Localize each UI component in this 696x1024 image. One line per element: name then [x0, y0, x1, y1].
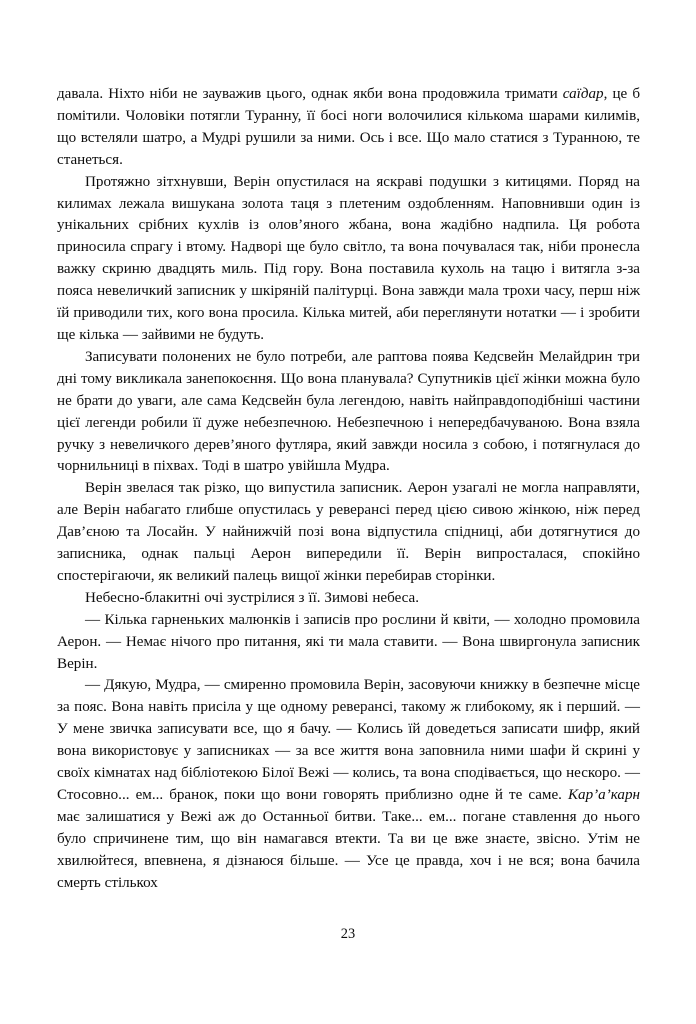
page-text-block	[57, 84, 640, 895]
paragraph-4	[57, 478, 640, 588]
paragraph-6	[57, 610, 640, 676]
text-run: має залишатися у Вежі аж до Останньої битви. Таке... ем... погане ставлення до нього було спричинене тим, що він намагався втекти. Та ви це вже знаєте, звісно. Утім не хвилюйтеся, впевнена, я дізнаюся більше. — Усе це правда, хоч і не вся; вона бачила смерть стількох	[57, 808, 640, 891]
paragraph-2	[57, 172, 640, 347]
text-run: Записувати полонених не було потреби, але раптова поява Кедсвейн Мелайдрин три дні тому викликала занепокоєння. Що вона планувала? Супутників цієї жінки можна було не брати до уваги, але сама Кедсвейн була легендою, навіть найправдоподібніші частини цієї легенди робили її дуже небезпечною. Небезпечною і непередбачуваною. Вона взяла ручку з невеличкого дерев’яного футляра, який завжди носила з собою, і потягнулася до чорнильниці в піхвах. Тоді в шатро увійшла Мудра.	[57, 348, 640, 475]
italic-term-karakarn: Кар’а’карн	[568, 787, 640, 803]
paragraph-3	[57, 347, 640, 478]
text-run: — Кілька гарненьких малюнків і записів про рослини й квіти, — холодно промовила Аерон. — Немає нічого про питання, які ти мала ставити. — Вона швиргонула записник Верін.	[57, 611, 640, 672]
paragraph-5	[57, 588, 640, 610]
italic-term-saidar: саїдар	[562, 86, 604, 102]
text-run: — Дякую, Мудра, — смиренно промовила Верін, засовуючи книжку в безпечне місце за пояс. Вона навіть присіла у ще одному реверансі, такому ж глибокому, як і перший. — У мене звичка записувати все, що я бачу. — Колись їй доведеться записати шифр, який вона використовує у записниках — за все життя вона заповнила ними шафи й скрині у своїх кімнатах над бібліотекою Білої Вежі — колись, та вона сподівається, що нескоро. — Стосовно... ем... бранок, поки що вони говорять приблизно одне й те саме.	[57, 677, 640, 803]
text-run: Протяжно зітхнувши, Верін опустилася на яскраві подушки з китицями. Поряд на килимах лежала вишукана золота таця з плетеним оздобленням. Наповнивши один із унікальних срібних кухлів із олов’яного жбана, вона жадібно надпила. Ця робота приносила спрагу і втому. Надворі ще було світло, та вона почувалася так, ніби пронесла важку скриню двадцять миль. Під гору. Вона поставила кухоль на тацю і витягла з-за пояса невеличкий записник у шкіряній палітурці. Вона завжди мала трохи часу, перш ніж їй приводили тих, кого вона просила. Кілька митей, аби переглянути нотатки — і зробити ще кілька — зайвими не будуть.	[57, 173, 640, 343]
text-run: Небесно-блакитні очі зустрілися з її. Зимові небеса.	[85, 589, 420, 606]
text-run: давала. Ніхто ніби не зауважив цього, однак якби вона продовжила тримати	[57, 86, 563, 102]
paragraph-1	[57, 84, 640, 172]
paragraph-7	[57, 675, 640, 894]
text-run: Верін звелася так різко, що випустила записник. Аерон узагалі не могла направляти, але Верін набагато глибше опустилась у реверансі перед цією сивою жінкою, ніж перед Дав’єною та Лосайн. У найнижчій позі вона відпустила спідниці, аби дотягнутися до записника, однак пальці Аерон випередили її. Верін випросталася, спокійно спостерігаючи, як великий палець вищої жінки перебирав сторінки.	[57, 480, 640, 584]
page-number: 23	[340, 926, 356, 942]
text-run: , це б помітили. Чоловіки потягли Туранну, її босі ноги волочилися кількома шарами килимів, що встеляли шатро, а Мудрі рушили за ними. Ось і все. Що мало статися з Туранною, те станеться.	[57, 86, 640, 168]
